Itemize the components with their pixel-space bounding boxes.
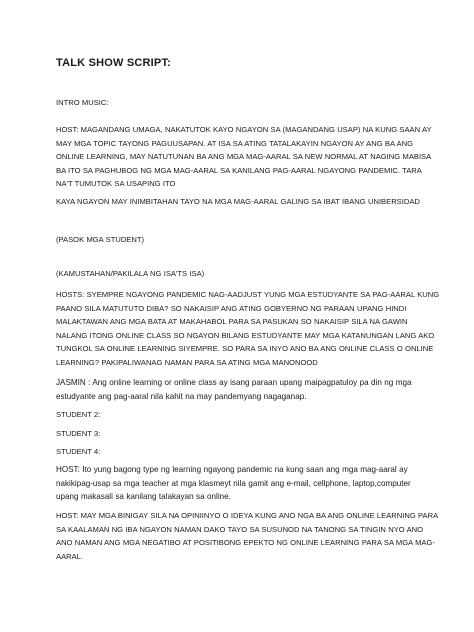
student-4-line: STUDENT 4: xyxy=(56,447,101,456)
text-line: SA KAALAMAN NG IBA NGAYON NAMAN DAKO TAYO SA SUSUNOD NA TANONG SA TINGIN NYO ANO xyxy=(56,524,424,534)
host-intro-paragraph xyxy=(56,123,432,191)
student-2-line: STUDENT 2: xyxy=(56,410,101,419)
stage-direction-kamustahan: (KAMUSTAHAN/PAKILALA NG ISA'TS ISA) xyxy=(56,269,205,278)
hosts-question-paragraph xyxy=(56,288,440,370)
text-line: TUNGKOL SA ONLINE LEARNING SIYEMPRE. SO PARA SA INYO ANO BA ANG ONLINE CLASS O ONLINE xyxy=(56,344,434,354)
text-line: BA ITO SA PAGHUBOG NG MGA MAG-AARAL SA KANILANG PAG-AARAL NGAYONG PANDEMIC. TARA xyxy=(56,165,422,175)
text-line: HOST: MAY MGA BINIGAY SILA NA OPINIINYO O IDEYA KUNG ANO NGA BA ANG ONLINE LEARNING PARA xyxy=(56,511,439,520)
text-line: nakikipag-usap sa mga teacher at mga klasmeyt nila gamit ang e-mail, cellphone, laptop,computer xyxy=(56,478,411,488)
text-line: HOST: MAGANDANG UMAGA, NAKATUTOK KAYO NGAYON SA (MAGANDANG USAP) NA KUNG SAAN AY xyxy=(56,125,432,134)
document-title: TALK SHOW SCRIPT: xyxy=(56,57,172,69)
text-line: AARAL. xyxy=(56,551,84,561)
text-line: upang makasali sa kanilang talakayan sa online. xyxy=(56,492,231,502)
text-line: NALANG ITONG ONLINE CLASS SO NGAYON BILANG ESTUDYANTE MAY MGA KATANUNGAN LANG AKO xyxy=(56,330,435,340)
guests-line: KAYA NGAYON MAY INIMBITAHAN TAYO NA MGA MAG-AARAL GALING SA IBAT IBANG UNIBERSIDAD xyxy=(56,197,420,206)
text-line: MAY MGA TOPIC TAYONG PAGUUSAPAN. AT ISA SA ATING TATALAKAYIN NGAYON AY ANG BA ANG xyxy=(56,138,413,148)
text-line: LEARNING? PAKIPALIWANAG NAMAN PARA SA ATING MGA MANONOOD xyxy=(56,357,318,367)
text-line: HOSTS: SYEMPRE NGAYONG PANDEMIC NAG-AADJUST YUNG MGA ESTUDYANTE SA PAG-AARAL KUNG xyxy=(56,290,440,299)
student-3-line: STUDENT 3: xyxy=(56,429,101,438)
text-line: MALAKTAWAN ANG MGA BATA AT MAKAHABOL PARA SA PASUKAN SO NAKAISIP SILA NA GAWIN xyxy=(56,317,408,327)
stage-direction-pasok: (PASOK MGA STUDENT) xyxy=(56,235,145,244)
text-line: JASMIN : Ang online learning or online class ay isang paraan upang maipagpatuloy pa din ng mga xyxy=(56,378,412,387)
intro-music-line: INTRO MUSIC: xyxy=(56,98,109,107)
jasmin-answer-paragraph xyxy=(56,376,428,403)
host-followup-paragraph xyxy=(56,509,439,563)
host-explanation-paragraph xyxy=(56,463,428,504)
text-line: estudyante ang pag-aaral nila kahit na may pandemyang nagaganap. xyxy=(56,391,307,401)
text-line: ONLINE LEARNING, MAY NATUTUNAN BA ANG MGA MAG-AARAL SA NEW NORMAL AT NAGING MABISA xyxy=(56,152,432,162)
text-line: PAANO SILA MATUTUTO DIBA? SO NAKAISIP ANG ATING GOBYERNO NG PARAAN UPANG HINDI xyxy=(56,303,407,313)
text-line: ANO NAMAN ANG MGA NEGATIBO AT POSITIBONG EPEKTO NG ONLINE LEARNING PARA SA MGA MAG- xyxy=(56,538,435,548)
text-line: NA'T TUMUTOK SA USAPING ITO xyxy=(56,179,176,189)
text-line: HOST: Ito yung bagong type ng learning ngayong pandemic na kung saan ang mga mag-aaral ay xyxy=(56,465,408,474)
